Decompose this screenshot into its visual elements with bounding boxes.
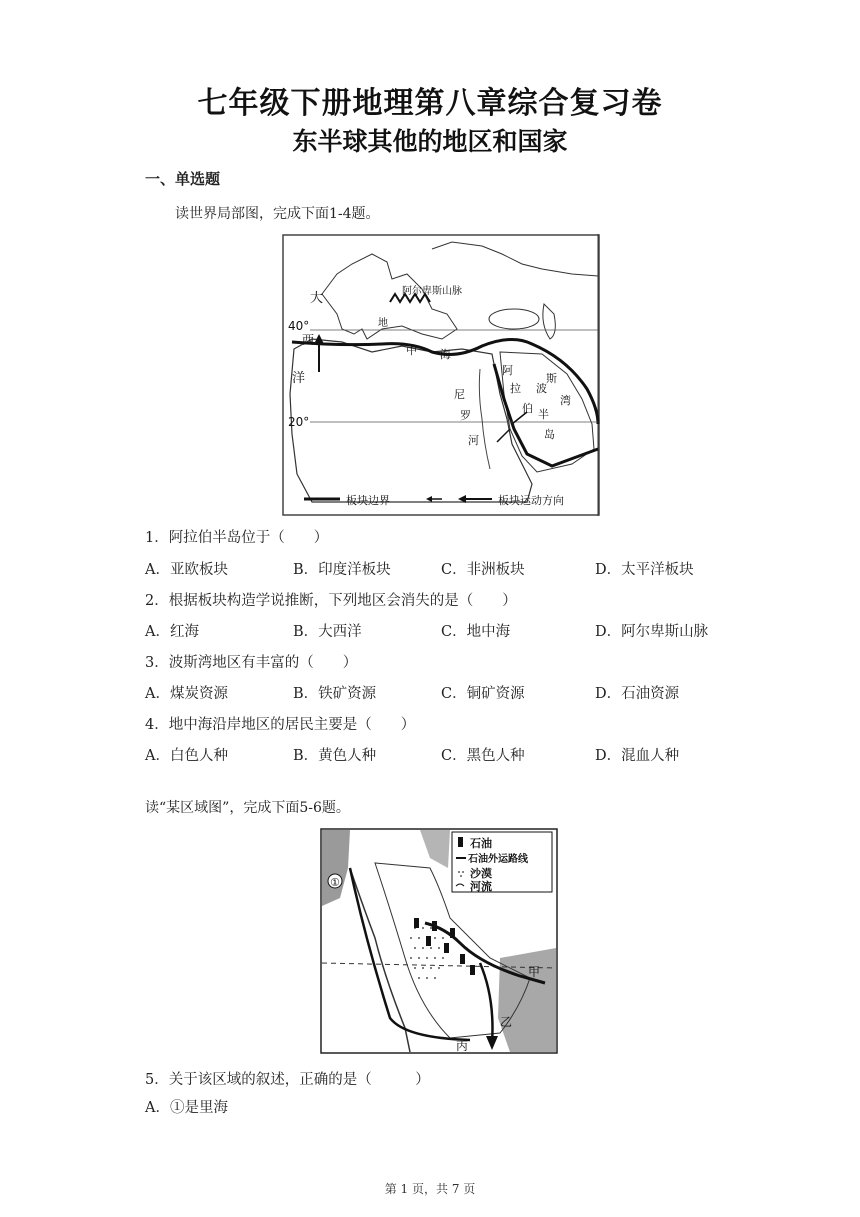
label-a: 阿: [502, 364, 513, 377]
q3-option-b[interactable]: B．铁矿资源: [293, 686, 377, 702]
question-3: 3．波斯湾地区有丰富的（ ）: [145, 655, 358, 671]
q2-option-b[interactable]: B．大西洋: [293, 624, 362, 640]
legend-boundary-label: 板块边界: [346, 494, 390, 507]
region-map: [320, 828, 558, 1054]
q4-option-b[interactable]: B．黄色人种: [293, 748, 377, 764]
question-4: 4．地中海沿岸地区的居民主要是（ ）: [145, 717, 416, 733]
page-footer: 第 1 页，共 7 页: [384, 1182, 476, 1196]
legend-direction-label: 板块运动方向: [498, 494, 564, 507]
label-luo: 罗: [460, 409, 471, 422]
label-da: 大: [310, 291, 324, 306]
q4-option-a[interactable]: A．白色人种: [145, 748, 228, 764]
label-ni: 尼: [454, 388, 465, 401]
label-he: 河: [468, 434, 479, 447]
legend-oil-icon: [458, 837, 463, 847]
q2-option-d[interactable]: D．阿尔卑斯山脉: [595, 624, 709, 640]
question-5: 5．关于该区域的叙述，正确的是（ ）: [145, 1072, 430, 1088]
label-dao: 岛: [544, 428, 555, 441]
label-bo: 伯: [522, 402, 533, 415]
label-si: 斯: [546, 372, 557, 385]
q1-option-a[interactable]: A．亚欧板块: [145, 562, 228, 578]
label-xi: 西: [302, 333, 315, 347]
question-3-options: [145, 682, 765, 704]
question-4-options: [145, 744, 765, 766]
label-yang: 洋: [292, 371, 306, 386]
q1-option-b[interactable]: B．印度洋板块: [293, 562, 391, 578]
legend-route-label: 石油外运路线: [468, 854, 528, 865]
q4-option-c[interactable]: C．黑色人种: [441, 748, 525, 764]
section-heading: 一、单选题: [145, 170, 221, 188]
label-jia: 甲: [528, 965, 541, 979]
label-bo2: 波: [536, 382, 547, 395]
legend-river-label: 河流: [470, 880, 492, 893]
q3-option-d[interactable]: D．石油资源: [595, 686, 680, 702]
label-yi: 乙: [500, 1015, 513, 1029]
label-lat40: 40°: [288, 319, 310, 333]
label-hai: 海: [440, 348, 451, 361]
question-1-options: [145, 558, 765, 580]
intro-text-2: 读“某区域图”，完成下面5-6题。: [145, 800, 350, 816]
q4-option-d[interactable]: D．混血人种: [595, 748, 680, 764]
legend-oil-label: 石油: [470, 837, 492, 850]
q5-option-a[interactable]: A．①是里海: [145, 1100, 228, 1116]
label-wan: 湾: [560, 394, 571, 407]
q1-option-d[interactable]: D．太平洋板块: [595, 562, 694, 578]
q2-option-c[interactable]: C．地中海: [441, 624, 511, 640]
label-di: 地: [378, 318, 388, 329]
label-alps: 阿尔卑斯山脉: [402, 286, 462, 297]
world-map-svg: [282, 234, 600, 516]
label-one: ①: [330, 876, 340, 889]
region-map-svg: [320, 828, 558, 1054]
question-2-options: [145, 620, 765, 642]
label-bing: 丙: [456, 1039, 469, 1053]
q3-option-a[interactable]: A．煤炭资源: [145, 686, 228, 702]
document-title: 七年级下册地理第八章综合复习卷: [197, 86, 663, 121]
label-ban: 半: [538, 408, 549, 421]
q1-option-c[interactable]: C．非洲板块: [441, 562, 525, 578]
question-1: 1．阿拉伯半岛位于（ ）: [145, 530, 329, 546]
label-zhong: 中: [406, 344, 417, 357]
q3-option-c[interactable]: C．铜矿资源: [441, 686, 525, 702]
document-subtitle: 东半球其他的地区和国家: [292, 127, 568, 156]
intro-text-1: 读世界局部图，完成下面1-4题。: [175, 206, 380, 222]
legend-desert-label: 沙漠: [470, 867, 492, 880]
label-lat20: 20°: [288, 415, 310, 429]
label-la: 拉: [510, 382, 521, 395]
world-partial-map: [282, 234, 600, 516]
question-2: 2．根据板块构造学说推断，下列地区会消失的是（ ）: [145, 593, 517, 609]
q2-option-a[interactable]: A．红海: [145, 624, 199, 640]
black-sea: [489, 309, 539, 329]
land-shade-east: [498, 948, 556, 1052]
